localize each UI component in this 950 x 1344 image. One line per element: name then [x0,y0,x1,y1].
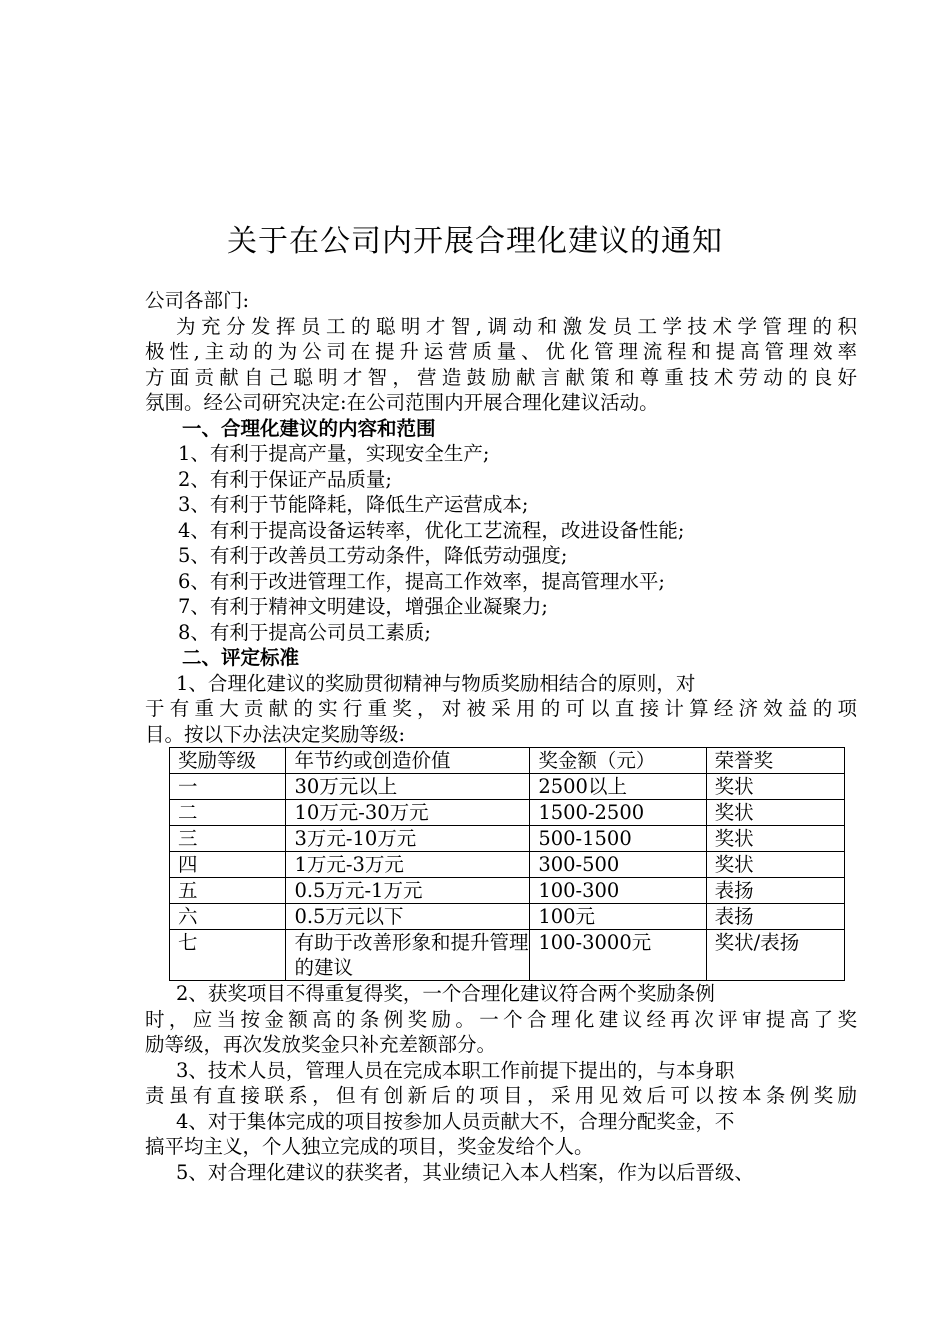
document-body [145,288,857,1185]
table-row [170,930,845,981]
table-row [170,852,845,878]
table-cell: 100元 [530,904,706,930]
table-cell: 0.5万元-1万元 [286,878,530,904]
list-item: 1、有利于提高产量，实现安全生产; [178,442,490,465]
paragraph-line: 于有重大贡献的实行重奖，对被采用的可以直接计算经济效益的项 [145,697,857,720]
table-header-cell: 奖金额（元） [530,748,706,774]
list-item: 7、有利于精神文明建设，增强企业凝聚力; [178,595,548,618]
table-cell: 0.5万元以下 [286,904,530,930]
table-cell: 五 [170,878,286,904]
document-title: 关于在公司内开展合理化建议的通知 [227,224,723,259]
table-cell: 30万元以上 [286,774,530,800]
table-row [170,774,845,800]
table-cell: 300-500 [530,852,706,878]
table-cell: 七 [170,930,286,981]
paragraph-line: 励等级，再次发放奖金只补充差额部分。 [145,1033,497,1056]
paragraph-line: 3、技术人员，管理人员在完成本职工作前提下提出的，与本身职 [176,1058,735,1082]
table-cell: 100-300 [530,878,706,904]
table-cell: 3万元-10万元 [286,826,530,852]
table-header-cell: 年节约或创造价值 [286,748,530,774]
table-cell: 二 [170,800,286,826]
award-table [169,747,845,981]
paragraph-line: 责虽有直接联系，但有创新后的项目，采用见效后可以按本条例奖励 [145,1084,857,1107]
section2-heading: 二、评定标准 [182,646,300,669]
table-cell: 奖状 [706,800,844,826]
paragraph-line: 5、对合理化建议的获奖者，其业绩记入本人档案，作为以后晋级、 [176,1160,754,1184]
table-cell: 奖状 [706,774,844,800]
table-cell: 1500-2500 [530,800,706,826]
table-cell: 2500以上 [530,774,706,800]
intro-line: 方面贡献自己聪明才智，营造鼓励献言献策和尊重技术劳动的良好 [145,365,857,389]
table-row [170,878,845,904]
table-cell: 一 [170,774,286,800]
table-header-cell: 奖励等级 [170,748,286,774]
paragraph-line: 4、对于集体完成的项目按参加人员贡献大不，合理分配奖金，不 [176,1109,735,1133]
table-cell: 表扬 [706,904,844,930]
table-row [170,904,845,930]
table-row [170,826,845,852]
intro-line: 为充分发挥员工的聪明才智,调动和激发员工学技术学管理的积 [176,314,857,338]
table-cell: 表扬 [706,878,844,904]
table-cell: 三 [170,826,286,852]
paragraph-line: 时，应当按金额高的条例奖励。一个合理化建议经再次评审提高了奖 [145,1007,857,1031]
table-cell: 500-1500 [530,826,706,852]
table-cell: 1万元-3万元 [286,852,530,878]
table-header-row [170,748,845,774]
intro-line: 氛围。经公司研究决定:在公司范围内开展合理化建议活动。 [145,391,659,414]
table-cell: 10万元-30万元 [286,800,530,826]
table-row [170,800,845,826]
table-cell: 奖状/表扬 [706,930,844,981]
list-item: 6、有利于改进管理工作，提高工作效率，提高管理水平; [178,569,665,593]
table-cell: 有助于改善形象和提升管理的建议 [286,930,530,981]
list-item: 2、有利于保证产品质量; [178,467,392,491]
section1-heading: 一、合理化建议的内容和范围 [182,416,436,440]
paragraph-line: 搞平均主义，个人独立完成的项目，奖金发给个人。 [145,1135,594,1158]
list-item: 3、有利于节能降耗，降低生产运营成本; [178,493,529,516]
table-cell: 100-3000元 [530,930,706,981]
intro-line: 极性,主动的为公司在提升运营质量、优化管理流程和提高管理效率 [145,340,857,363]
table-cell: 奖状 [706,826,844,852]
paragraph-line: 目。按以下办法决定奖励等级: [145,722,406,746]
paragraph-line: 2、获奖项目不得重复得奖，一个合理化建议符合两个奖励条例 [176,982,715,1005]
table-cell: 奖状 [706,852,844,878]
paragraph-line: 1、合理化建议的奖励贯彻精神与物质奖励相结合的原则，对 [176,671,696,695]
table-cell: 四 [170,852,286,878]
table-header-cell: 荣誉奖 [706,748,844,774]
salutation: 公司各部门: [145,289,250,312]
list-item: 5、有利于改善员工劳动条件，降低劳动强度; [178,544,568,567]
list-item: 8、有利于提高公司员工素质; [178,620,431,644]
list-item: 4、有利于提高设备运转率，优化工艺流程，改进设备性能; [178,518,685,542]
table-cell: 六 [170,904,286,930]
